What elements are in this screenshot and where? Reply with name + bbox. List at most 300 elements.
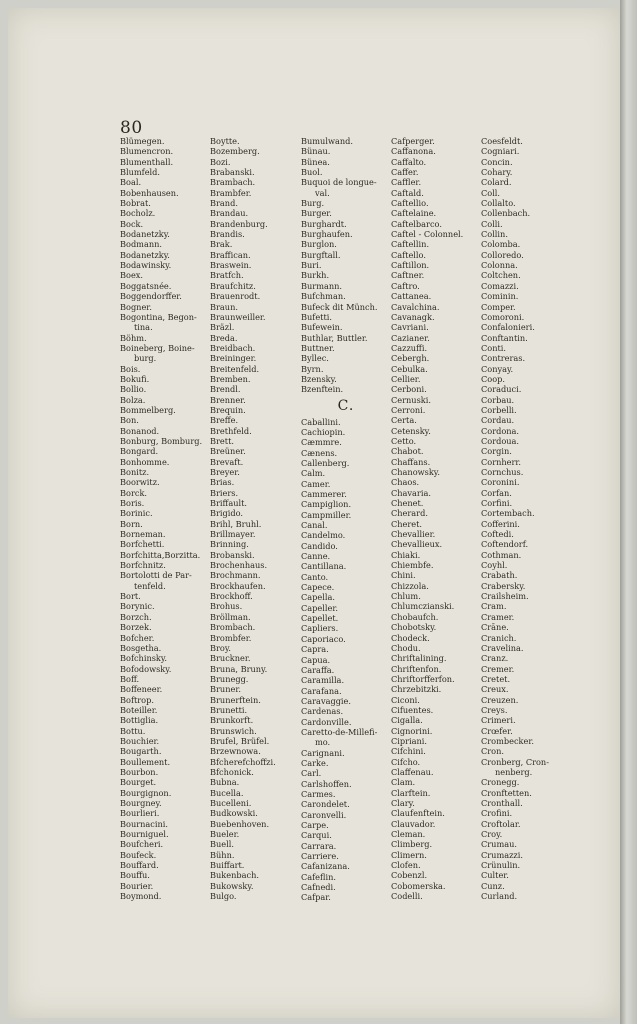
name-entry: Caftner. [391,270,425,281]
name-entry: Bofchinsky. [120,653,168,664]
name-entry: Böhm. [120,332,147,343]
name-entry: Bonanod. [120,425,160,436]
name-entry: Conti. [481,342,506,353]
name-entry: Boris. [120,498,145,509]
name-entry: Caftelaine. [391,208,437,219]
name-entry: Carignani. [301,747,345,758]
name-entry: Brinning. [210,539,249,550]
name-entry: Clofen. [391,860,421,871]
name-entry: Creys. [481,704,508,715]
name-entry: Bolza. [120,394,146,405]
name-entry: Breidbach. [210,342,256,353]
name-entry: Breda. [210,332,238,343]
name-entry: Bzenftein. [301,384,344,395]
name-entry: Bourgney. [120,798,162,808]
name-entry: Corbau. [481,394,515,405]
name-entry: Colard. [481,177,512,188]
name-entry: Chavaria. [391,487,431,498]
name-entry: Caffer. [391,167,419,178]
name-entry: Carmes. [301,788,336,799]
name-entry: Chanowsky. [391,467,440,477]
name-entry: Cerboni. [391,384,427,395]
name-entry: Blumenthall. [120,156,174,167]
name-entry: Bulgo. [210,891,237,902]
name-entry: Bucella. [210,787,244,798]
name-entry: Corgin. [481,446,512,457]
name-entry: Bratfch. [210,270,244,281]
name-entry: Cazianer. [391,332,430,343]
name-entry: Bukowsky. [210,880,254,891]
name-entry: Cammerer. [301,489,347,499]
name-entry: Bodanetzky. [120,249,170,260]
name-entry: Cafeflin. [301,871,336,882]
name-entry: Brobanski. [210,549,255,560]
name-entry: Collalto. [481,198,516,209]
name-entry: Curland. [481,891,518,902]
name-entry: Carl. [301,768,322,779]
name-entry: Cominin. [481,291,519,302]
name-entry: Cerroni. [391,404,426,415]
name-entry: Cigalla. [391,715,423,726]
name-entry: Bogner. [120,301,152,312]
name-entry: Chriftalining. [391,653,447,664]
name-entry: Boffeneer. [120,684,163,695]
name-entry: Climberg. [391,839,433,850]
name-entry: Coyhl. [481,560,508,571]
name-entry: Cranich. [481,632,517,643]
name-entry: Breüner. [210,446,246,457]
name-entry: Braun. [210,301,238,312]
name-entry: Bobenhausen. [120,187,179,198]
name-entry: Caraffa. [301,664,335,675]
name-entry: Burghaufen. [301,229,353,240]
name-entry: Brufel, Brüfel. [210,735,270,746]
name-entry: Cebergh. [391,353,430,364]
name-entry: Brenner. [210,394,246,405]
section-heading: C. [337,397,355,414]
name-entry: Brauenrodt. [210,291,261,302]
name-entry: Brendl. [210,384,241,395]
name-entry: Crünulin. [481,860,521,871]
name-entry: Bonhomme. [120,456,170,467]
name-entry: Bozi. [210,156,231,167]
name-entry: Conyay. [481,363,514,374]
name-entry: Cazzuffi. [391,342,428,353]
name-entry: Cremer. [481,663,515,674]
name-entry: Capece. [301,582,335,593]
name-entry: Brandenburg. [210,218,268,229]
name-entry: Bodmann. [120,239,162,250]
name-entry: Crāne. [481,622,509,633]
name-entry: Brandau. [210,208,249,219]
name-entry: Chrzebitzki. [391,684,442,695]
name-entry: Capella. [301,592,335,603]
name-entry: Cænens. [301,447,338,458]
name-entry: Capliers. [301,623,339,634]
name-entry: Bongard. [120,446,159,457]
name-entry: Blumfeld. [120,167,161,178]
name-entry: Brias. [210,477,235,488]
name-entry: Cæmmre. [301,437,342,448]
name-entry: Canto. [301,571,329,582]
name-entry: val. [315,187,330,198]
name-entry: Caftellio. [391,198,429,209]
name-entry: Croftolar. [481,818,521,829]
name-entry: Bodanetzky. [120,229,170,240]
name-entry: Chaffans. [391,456,431,467]
name-entry: Corfini. [481,498,513,509]
name-entry: Boff. [120,673,140,684]
name-entry: Borck. [120,487,148,498]
name-entry: Clary. [391,798,415,808]
name-entry: Buri. [301,260,322,271]
name-entry: Burkh. [301,270,330,281]
name-entry: Bühn. [210,849,235,860]
name-entry: Cortembach. [481,508,535,519]
name-entry: Ciconi. [391,694,420,705]
name-entry: Clarftein. [391,787,431,798]
name-entry: Burmann. [301,280,342,291]
name-entry: Canal. [301,520,328,531]
name-entry: Carrara. [301,840,337,851]
name-entry: Coltchen. [481,270,521,281]
name-entry: Brand. [210,198,238,209]
name-entry: Crœfer. [481,725,513,736]
name-entry: Brillmayer. [210,529,256,540]
name-entry: Chobotsky. [391,622,437,633]
name-entry: Burg. [301,198,325,209]
name-entry: Cipriani. [391,735,428,746]
name-entry: Bofcher. [120,632,155,643]
name-entry: Certa. [391,415,417,426]
name-entry: Cronberg, Cron- [481,756,549,767]
name-entry: Cardenas. [301,706,344,717]
name-entry: Clam. [391,777,416,788]
name-entry: Carke. [301,757,329,768]
name-entry: Corfan. [481,487,512,498]
name-entry: Clauvador. [391,818,436,829]
name-entry: Brett. [210,435,234,446]
name-entry: Burger. [301,208,332,219]
name-entry: Cattanea. [391,291,432,302]
name-entry: Comper. [481,301,516,312]
name-entry: Cavanagk. [391,311,435,322]
name-entry: Caftel - Colonnel. [391,229,464,240]
name-entry: Caftillon. [391,260,430,271]
name-entry: Brabanski. [210,167,255,178]
name-entry: Bourniguel. [120,829,169,840]
name-entry: Coronini. [481,477,520,488]
name-entry: Blümegen. [120,136,165,146]
name-entry: Broy. [210,642,231,653]
name-entry: Camer. [301,478,331,489]
name-entry: Bröllman. [210,611,251,622]
name-entry: Climern. [391,849,427,860]
name-entry: Brochenhaus. [210,560,268,571]
name-entry: Boteiller. [120,704,158,715]
name-entry: Bosgetha. [120,642,162,653]
name-entry: Cobomerska. [391,880,446,891]
page-number: 80 [120,118,143,138]
name-entry: Caravaggie. [301,695,351,706]
name-entry: Boorwitz. [120,477,160,488]
name-entry: Cobenzl. [391,870,428,881]
name-entry: Cordona. [481,425,520,436]
name-entry: Bonburg, Bomburg. [120,435,203,446]
name-entry: Crabath. [481,570,518,581]
name-entry: Cordau. [481,415,515,426]
name-entry: Boal. [120,177,142,188]
name-entry: Brethfeld. [210,425,252,436]
name-entry: Chevallier. [391,529,436,540]
name-entry: Collin. [481,229,508,240]
name-entry: Comazzi. [481,280,519,291]
name-entry: Borinic. [120,508,153,519]
name-entry: Colonna. [481,260,518,271]
name-entry: Boullement. [120,756,171,767]
name-entry: Bourbon. [120,766,159,777]
name-entry: Chevallieux. [391,539,443,550]
name-entry: Brunerftein. [210,694,261,705]
name-entry: Cogniari. [481,146,520,157]
name-entry: Chabot. [391,446,424,457]
name-entry: Cardonville. [301,716,352,727]
name-entry: Caftelbarco. [391,218,442,229]
name-entry: Carlshoffen. [301,778,352,789]
name-entry: Bucelleni. [210,798,252,808]
name-column-4 [391,136,483,901]
name-entry: Briers. [210,487,239,498]
name-entry: Caffalto. [391,156,427,167]
name-entry: Capra. [301,644,329,655]
name-entry: Bon. [120,415,139,426]
name-entry: Coll. [481,187,501,198]
name-entry: Bollio. [120,384,147,395]
name-entry: Bois. [120,363,141,374]
name-entry: Buell. [210,839,234,850]
name-entry: Bünea. [301,156,330,167]
name-entry: Brunkorft. [210,715,254,726]
name-entry: Brombfer. [210,632,252,643]
name-entry: Canne. [301,551,331,562]
name-entry: Culter. [481,870,509,881]
name-entry: Bonitz. [120,467,150,477]
name-entry: Brohus. [210,601,243,612]
name-entry: Boufeck. [120,849,157,860]
name-entry: Confalonieri. [481,322,535,333]
name-entry: Brombach. [210,622,256,633]
name-entry: Cafperger. [391,136,435,146]
name-entry: Caftald. [391,187,424,198]
name-entry: Crumau. [481,839,517,850]
name-entry: Buebenhoven. [210,818,270,829]
name-entry: Bruner. [210,684,241,695]
name-entry: Bouffard. [120,860,159,871]
name-entry: Claufenftein. [391,808,445,819]
name-entry: Capellet. [301,613,339,624]
name-entry: Cifcho. [391,756,421,767]
name-entry: Boufcheri. [120,839,164,850]
name-entry: Buttner. [301,342,335,353]
name-entry: Boineberg, Boine- [120,342,195,353]
name-entry: Campiglion. [301,499,352,510]
name-entry: Bourget. [120,777,157,788]
name-entry: Campmiller. [301,509,352,520]
name-entry: Crabersky. [481,580,526,591]
name-entry: Bofodowsky. [120,663,172,674]
name-entry: Capua. [301,654,331,665]
name-entry: Borneman. [120,529,166,540]
name-entry: Coop. [481,373,505,384]
name-entry: Croy. [481,829,503,840]
name-entry: Brevaft. [210,456,244,467]
name-entry: Bocholz. [120,208,156,219]
name-entry: Cornherr. [481,456,522,467]
name-entry: Carpe. [301,820,329,830]
name-entry: Bogontina, Begon- [120,311,197,322]
name-entry: Caretto-de-Millefi- [301,726,378,737]
name-entry: Bobrat. [120,198,151,209]
name-entry: Conftantin. [481,332,528,343]
name-entry: Cetensky. [391,425,431,436]
name-entry: Cafanizana. [301,861,350,872]
name-entry: Colloredo. [481,249,524,260]
name-entry: Calm. [301,468,326,479]
name-column-2 [210,136,298,901]
name-entry: Borzch. [120,611,152,622]
name-entry: Caporiaco. [301,633,346,644]
name-entry: Bünau. [301,146,331,157]
name-entry: Bufewein. [301,322,343,333]
name-entry: Callenberg. [301,457,350,468]
name-entry: Collenbach. [481,208,531,219]
name-entry: Blumencron. [120,146,174,157]
name-entry: Coesfeldt. [481,136,523,146]
name-entry: Bfcherefchoffzi. [210,756,276,767]
name-entry: Cofferini. [481,518,520,529]
name-entry: Boftrop. [120,694,154,705]
name-entry: Bueler. [210,829,240,840]
name-entry: Burghardt. [301,218,347,229]
name-entry: Cretet. [481,673,511,684]
name-entry: Caftro. [391,280,420,291]
name-entry: Caftello. [391,249,426,260]
name-entry: Bortolotti de Par- [120,570,192,581]
name-entry: Chlumczianski. [391,601,455,612]
name-entry: Cetto. [391,435,417,446]
name-entry: Brunetti. [210,704,248,715]
name-entry: Crimeri. [481,715,516,726]
name-entry: Cafnedi. [301,882,336,893]
name-entry: Borynic. [120,601,155,612]
name-entry: Coftendorf. [481,539,529,550]
name-entry: Bougarth. [120,746,162,757]
name-entry: Chaos. [391,477,420,488]
name-entry: Braunweiller. [210,311,266,322]
name-entry: Cronftetten. [481,787,532,798]
name-entry: Cifchini. [391,746,426,757]
name-entry: Chenet. [391,498,424,509]
name-entry: Brandis. [210,229,245,240]
name-entry: Braswein. [210,260,252,271]
name-entry: Briffault. [210,498,248,509]
name-entry: burg. [134,353,157,364]
name-entry: Bottu. [120,725,146,736]
name-entry: Cachiopin. [301,426,346,437]
name-entry: Carqui. [301,830,332,841]
name-entry: Burglon. [301,239,337,250]
name-entry: nenberg. [495,766,533,777]
name-entry: Cunz. [481,880,505,891]
name-entry: Borzek. [120,622,152,633]
name-entry: Buthlar, Buttler. [301,332,368,343]
name-entry: Coraduci. [481,384,522,395]
name-entry: Budkowski. [210,808,258,819]
name-entry: Bremben. [210,373,251,384]
name-entry: Buquoi de longue- [301,177,377,188]
name-entry: Crombecker. [481,735,534,746]
name-entry: Breffe. [210,415,239,426]
name-entry: Chiembfe. [391,560,434,571]
name-entry: Cavalchina. [391,301,440,312]
name-entry: Buiffart. [210,860,245,871]
name-entry: Bzensky. [301,373,337,384]
name-entry: Brockhoff. [210,591,253,602]
name-entry: Cronegg. [481,777,520,788]
name-entry: Cornchus. [481,467,524,477]
name-entry: Borfchetti. [120,539,165,550]
name-entry: Buol. [301,167,323,178]
name-entry: Bufetti. [301,311,332,322]
name-entry: Creux. [481,684,509,695]
name-entry: Bruna, Bruny. [210,663,268,674]
name-entry: Bournacini. [120,818,168,829]
name-entry: Carriere. [301,851,339,862]
name-entry: Candelmo. [301,530,346,541]
name-entry: Chriftorfferfon. [391,673,455,684]
name-entry: Chodeck. [391,632,430,643]
name-entry: Breitenfeld. [210,363,260,374]
name-entry: Crailsheim. [481,591,529,602]
name-entry: Concin. [481,156,513,167]
name-entry: Chlum. [391,591,421,602]
name-entry: Bouchier. [120,735,160,746]
name-entry: Brunegg. [210,673,249,684]
name-entry: Bruckner. [210,653,251,664]
name-column-5 [481,136,576,901]
name-entry: Cleman. [391,829,426,840]
name-entry: Caballini. [301,416,341,427]
name-entry: Colomba. [481,239,521,250]
name-entry: Cebulka. [391,363,428,374]
name-entry: Boytte. [210,136,240,146]
name-entry: Braffican. [210,249,251,260]
name-entry: Crofini. [481,808,513,819]
name-entry: Caffanona. [391,146,436,157]
name-entry: Chini. [391,570,416,581]
name-entry: Chodu. [391,642,421,653]
name-entry: Cheret. [391,518,423,529]
name-entry: Bfchonick. [210,766,254,777]
name-entry: Cohary. [481,167,513,178]
name-entry: Bouffu. [120,870,150,881]
name-entry: Brzewnowa. [210,746,261,757]
name-entry: tina. [134,322,153,333]
name-entry: Brihl, Bruhl. [210,518,262,529]
name-entry: Breyer. [210,467,240,477]
name-entry: Chobaufch. [391,611,439,622]
name-entry: Cifuentes. [391,704,434,715]
